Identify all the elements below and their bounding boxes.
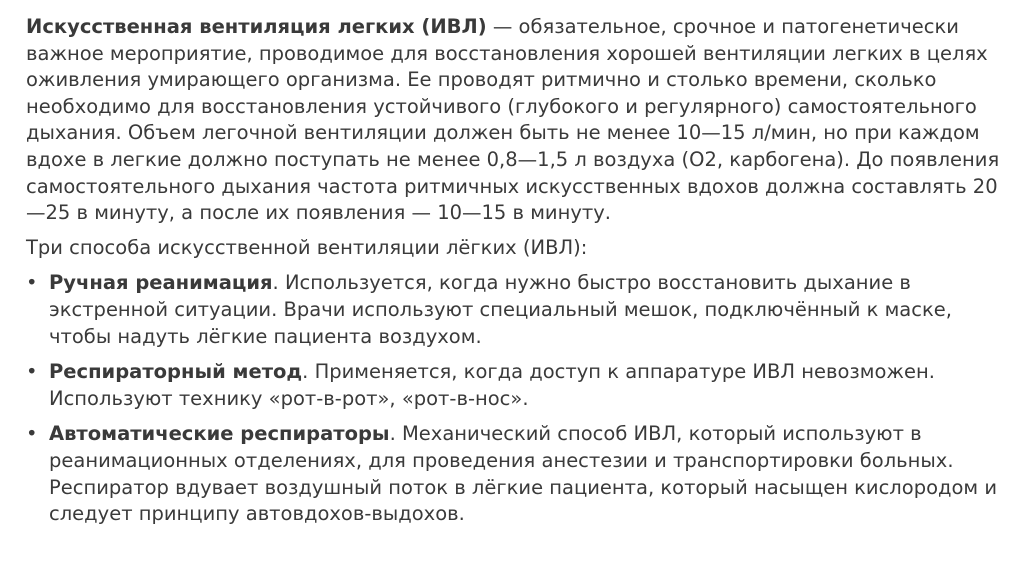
list-item <box>26 421 1001 527</box>
method-term: Респираторный метод <box>49 360 303 384</box>
list-item <box>26 270 1001 350</box>
method-text: . Механический способ ИВЛ, который используют в реанимационных отделениях, для проведения анестезии и транспортировки больных. Респиратор вдувает воздушный поток в лёгкие пациента, который насыщен кислородом и следует принципу автовдохов-выдохов. <box>49 422 998 526</box>
intro-text: — обязательное, срочное и патогенетически важное мероприятие, проводимое для восстановления хорошей вентиляции легких в целях оживления умирающего организма. Ее проводят ритмично и столько времени, сколько необходимо для восстановления устойчивого (глубокого и регулярного) самостоятельного дыхания. Объем легочной вентиляции должен быть не менее 10—15 л/мин, но при каждом вдохе в легкие должно поступать не менее 0,8—1,5 л воздуха (О2, карбогена). До появления самостоятельного дыхания частота ритмичных искусственных вдохов должна составлять 20—25 в минуту, а после их появления — 10—15 в минуту. <box>26 15 1000 225</box>
bullet-icon: • <box>26 422 38 446</box>
method-term: Автоматические респираторы <box>49 422 390 446</box>
bullet-icon: • <box>26 271 38 295</box>
method-term: Ручная реанимация <box>49 271 273 295</box>
intro-paragraph <box>26 14 1001 227</box>
slide-content <box>26 14 1001 528</box>
list-item <box>26 359 1001 412</box>
methods-list <box>26 270 1001 527</box>
methods-heading: Три способа искусственной вентиляции лёгких (ИВЛ): <box>26 235 588 259</box>
method-text: . Используется, когда нужно быстро восстановить дыхание в экстренной ситуации. Врачи используют специальный мешок, подключённый к маске, чтобы надуть лёгкие пациента воздухом. <box>49 271 952 348</box>
intro-term: Искусственная вентиляция легких (ИВЛ) <box>26 15 487 38</box>
bullet-icon: • <box>26 360 38 384</box>
method-text: . Применяется, когда доступ к аппаратуре ИВЛ невозможен. Используют технику «рот-в-рот», «рот-в-нос». <box>49 360 935 410</box>
